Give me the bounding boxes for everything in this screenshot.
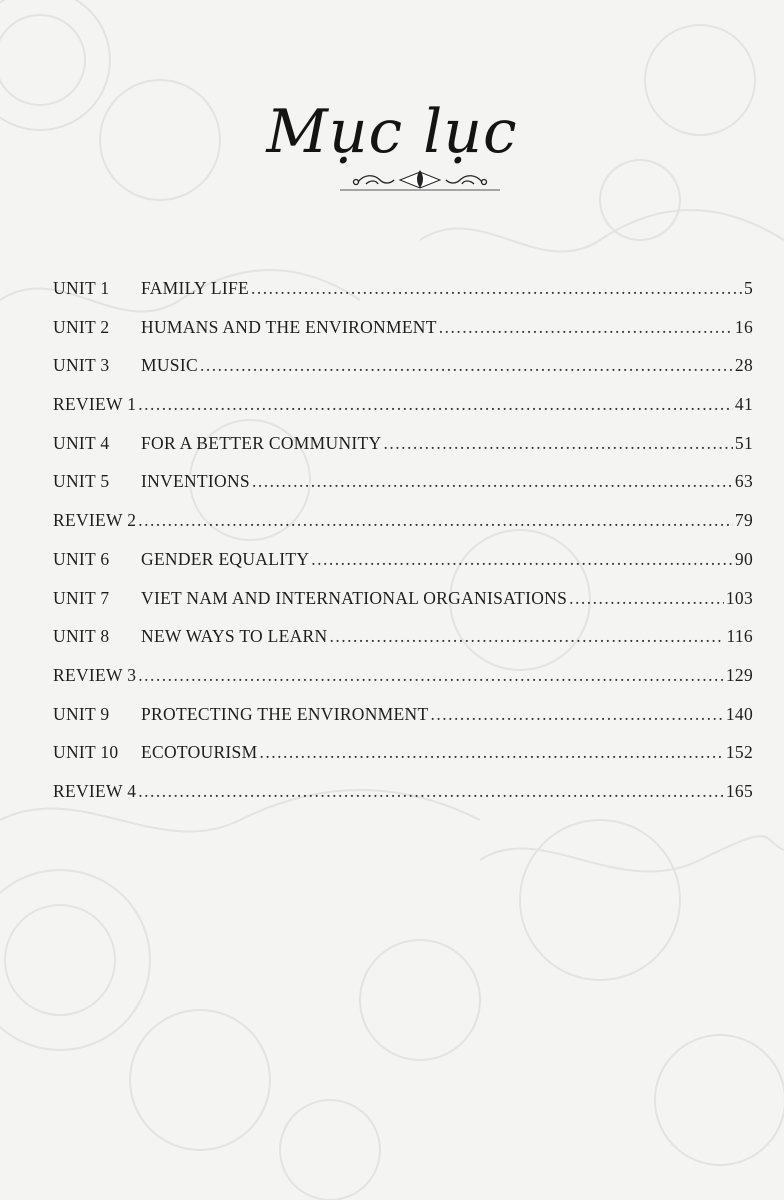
entry-page-number: 79 bbox=[734, 510, 753, 531]
dot-leader bbox=[138, 781, 724, 802]
entry-page-number: 129 bbox=[725, 664, 753, 685]
entry-label: UNIT 6 bbox=[53, 548, 110, 569]
toc-entry-review-4[interactable] bbox=[53, 781, 753, 820]
entry-title: NEW WAYS TO LEARN bbox=[141, 626, 328, 647]
toc-entry-unit-9[interactable] bbox=[53, 704, 753, 743]
entry-label: UNIT 3 bbox=[53, 355, 110, 376]
page-title: Mục lục bbox=[266, 97, 518, 167]
dot-leader bbox=[430, 704, 723, 725]
entry-label: REVIEW 1 bbox=[53, 394, 137, 415]
entry-label: UNIT 7 bbox=[53, 587, 110, 608]
toc-entry-unit-5[interactable] bbox=[53, 471, 753, 510]
toc-entry-unit-10[interactable] bbox=[53, 742, 753, 781]
entry-label: UNIT 8 bbox=[53, 626, 110, 647]
dot-leader bbox=[569, 588, 724, 609]
entry-page-number: 103 bbox=[725, 587, 753, 608]
dot-leader bbox=[311, 549, 733, 570]
entry-page-number: 165 bbox=[725, 780, 753, 801]
entry-label: UNIT 5 bbox=[53, 471, 110, 492]
toc-entry-review-3[interactable] bbox=[53, 665, 753, 704]
entry-page-number: 41 bbox=[734, 394, 753, 415]
toc-entry-unit-6[interactable] bbox=[53, 549, 753, 588]
dot-leader bbox=[138, 665, 724, 686]
entry-title: HUMANS AND THE ENVIRONMENT bbox=[141, 316, 437, 337]
entry-label: UNIT 1 bbox=[53, 278, 110, 298]
toc-entry-review-2[interactable] bbox=[53, 510, 753, 549]
entry-label: UNIT 4 bbox=[53, 432, 110, 453]
toc-entry-unit-1[interactable] bbox=[53, 278, 753, 317]
toc-entry-unit-7[interactable] bbox=[53, 588, 753, 627]
entry-page-number: 5 bbox=[743, 278, 753, 298]
toc-entry-unit-3[interactable] bbox=[53, 355, 753, 394]
entry-page-number: 16 bbox=[734, 316, 753, 337]
entry-page-number: 90 bbox=[734, 548, 753, 569]
entry-page-number: 63 bbox=[734, 471, 753, 492]
entry-title: ECOTOURISM bbox=[141, 742, 258, 763]
entry-page-number: 152 bbox=[725, 742, 753, 763]
toc-entry-unit-4[interactable] bbox=[53, 433, 753, 472]
entry-page-number: 28 bbox=[734, 355, 753, 376]
dot-leader bbox=[329, 626, 724, 647]
entry-label: REVIEW 2 bbox=[53, 510, 137, 531]
dot-leader bbox=[252, 471, 733, 492]
dot-leader bbox=[251, 278, 742, 299]
table-of-contents bbox=[53, 278, 753, 820]
toc-entry-unit-2[interactable] bbox=[53, 317, 753, 356]
entry-title: GENDER EQUALITY bbox=[141, 548, 310, 569]
dot-leader bbox=[259, 742, 723, 763]
entry-page-number: 51 bbox=[734, 432, 753, 453]
entry-page-number: 116 bbox=[726, 626, 753, 647]
dot-leader bbox=[200, 355, 733, 376]
entry-title: MUSIC bbox=[141, 355, 198, 376]
entry-label: UNIT 9 bbox=[53, 703, 110, 724]
dot-leader bbox=[138, 510, 733, 531]
entry-title: VIET NAM AND INTERNATIONAL ORGANISATIONS bbox=[141, 587, 568, 608]
entry-label: UNIT 10 bbox=[53, 742, 119, 763]
toc-entry-unit-8[interactable] bbox=[53, 626, 753, 665]
entry-page-number: 140 bbox=[725, 703, 753, 724]
entry-title: FOR A BETTER COMMUNITY bbox=[141, 432, 382, 453]
entry-label: UNIT 2 bbox=[53, 316, 110, 337]
entry-title: FAMILY LIFE bbox=[141, 278, 250, 298]
entry-label: REVIEW 3 bbox=[53, 664, 137, 685]
dot-leader bbox=[439, 317, 733, 338]
dot-leader bbox=[138, 394, 733, 415]
entry-title: PROTECTING THE ENVIRONMENT bbox=[141, 703, 429, 724]
entry-label: REVIEW 4 bbox=[53, 780, 137, 801]
flourish-divider-icon bbox=[340, 168, 500, 196]
toc-entry-review-1[interactable] bbox=[53, 394, 753, 433]
dot-leader bbox=[383, 433, 732, 454]
entry-title: INVENTIONS bbox=[141, 471, 250, 492]
